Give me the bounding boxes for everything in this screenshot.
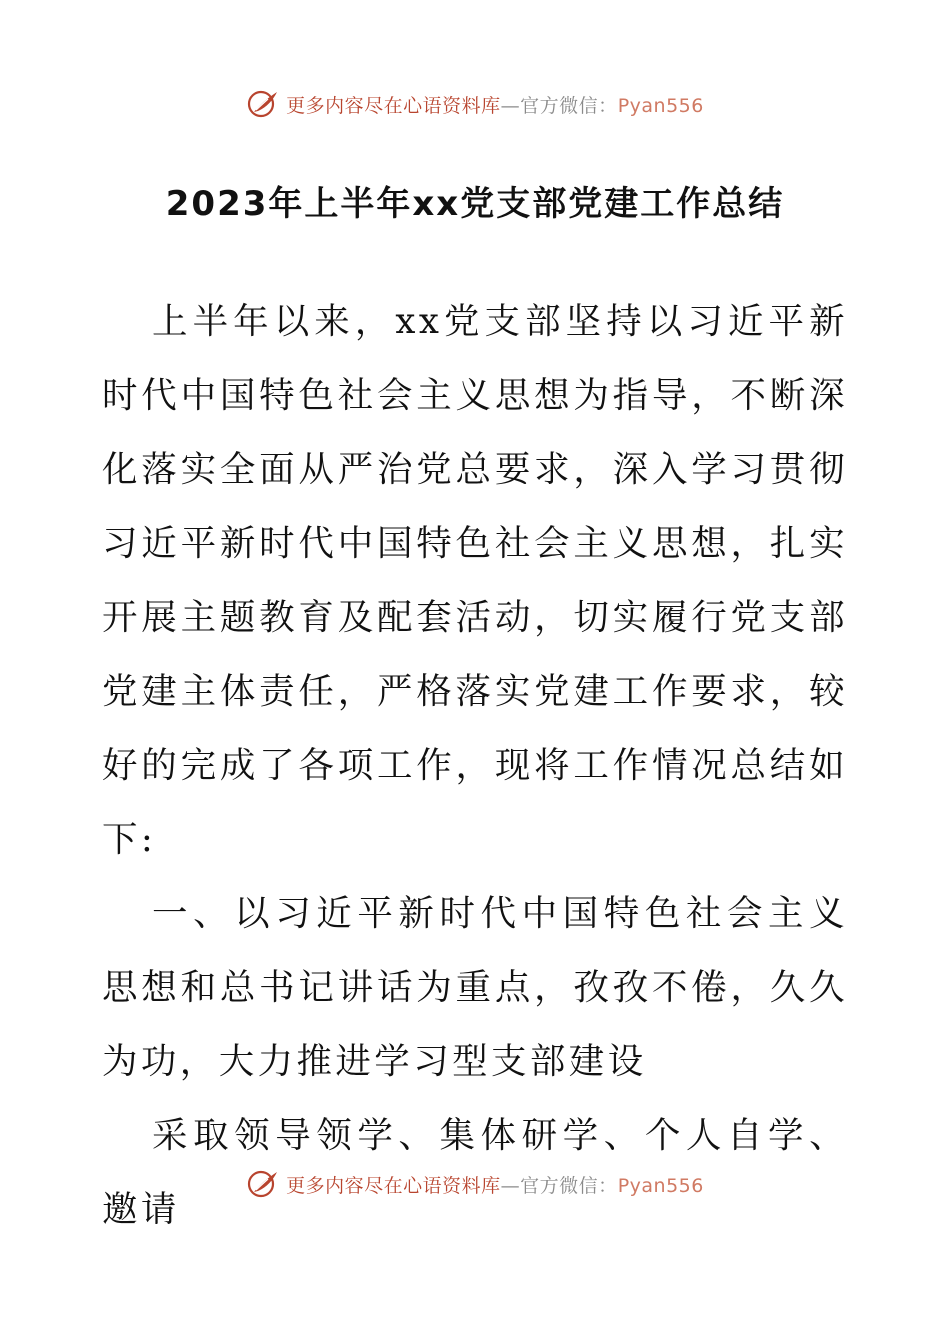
header-watermark bbox=[0, 84, 950, 124]
watermark-label: 官方微信： bbox=[520, 1174, 618, 1197]
quill-logo-icon bbox=[246, 1167, 280, 1201]
document-body bbox=[102, 285, 848, 1247]
paragraph-section-1-body: 采取领导领学、集体研学、个人自学、邀请 bbox=[102, 1115, 848, 1230]
watermark-separator: — bbox=[500, 1174, 521, 1197]
paragraph-intro: 上半年以来，xx党支部坚持以习近平新时代中国特色社会主义思想为指导，不断深化落实全面从严治党总要求，深入学习贯彻习近平新时代中国特色社会主义思想，扎实开展主题教育及配套活动，切实履行党支部党建主体责任，严格落实党建工作要求，较好的完成了各项工作，现将工作情况总结如下: bbox=[102, 301, 848, 860]
watermark-brand: 更多内容尽在心语资料库 bbox=[286, 1174, 501, 1197]
footer-watermark bbox=[0, 1164, 950, 1204]
watermark-text bbox=[286, 1171, 704, 1198]
watermark-label: 官方微信： bbox=[520, 94, 618, 117]
watermark-text bbox=[286, 91, 704, 118]
watermark-brand: 更多内容尽在心语资料库 bbox=[286, 94, 501, 117]
watermark-separator: — bbox=[500, 94, 521, 117]
watermark-id: Pyan556 bbox=[617, 1174, 704, 1197]
document-title: 2023年上半年xx党支部党建工作总结 bbox=[165, 184, 785, 224]
watermark-id: Pyan556 bbox=[617, 94, 704, 117]
quill-logo-icon bbox=[246, 87, 280, 121]
paragraph-section-1-heading: 一、以习近平新时代中国特色社会主义思想和总书记讲话为重点，孜孜不倦，久久为功，大力推进学习型支部建设 bbox=[102, 893, 848, 1082]
